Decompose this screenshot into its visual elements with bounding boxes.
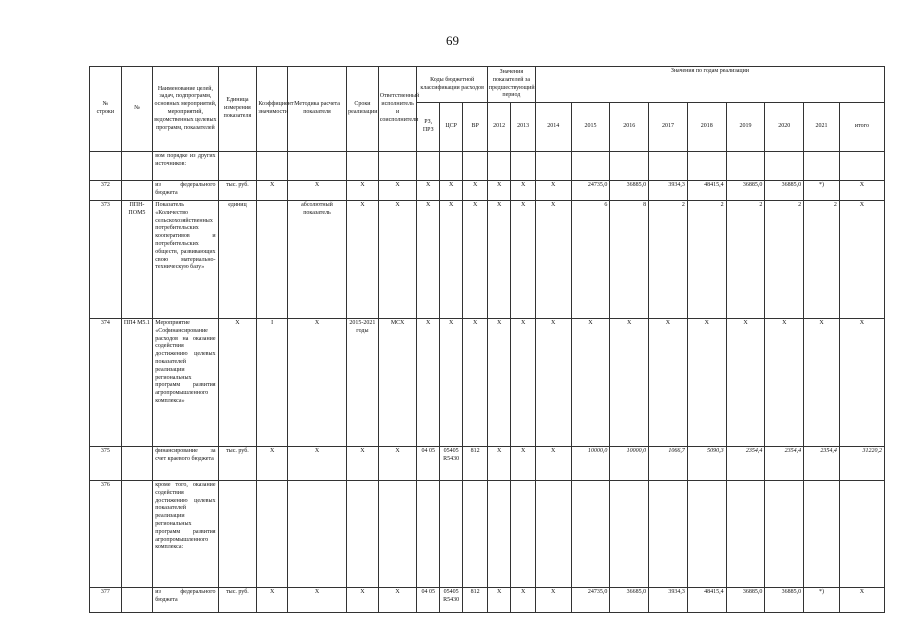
row-2015: 6	[571, 201, 610, 319]
header-total: итого	[839, 103, 884, 152]
header-years-values: Значения по годам реализации	[535, 67, 884, 103]
row-2016: 36885,0	[610, 181, 649, 201]
header-prev-values: Значения показателей за предшествующий период	[487, 67, 535, 103]
row-2017: X	[649, 319, 688, 447]
row-responsible: X	[378, 447, 417, 481]
row-vr: X	[463, 181, 488, 201]
header-2017: 2017	[649, 103, 688, 152]
row-responsible: X	[378, 181, 417, 201]
table-row	[90, 201, 885, 319]
row-2013: X	[511, 447, 536, 481]
row-2013: X	[511, 319, 536, 447]
row-code	[121, 447, 153, 481]
header-2019: 2019	[726, 103, 765, 152]
header-row-top	[90, 67, 885, 103]
row-unit: тыс. руб.	[218, 181, 257, 201]
row-2012: X	[487, 201, 510, 319]
row-2013: X	[511, 588, 536, 613]
row-rz: X	[417, 319, 439, 447]
row-method: X	[287, 319, 346, 447]
row-method: X	[287, 588, 346, 613]
header-csr: ЦСР	[439, 103, 462, 152]
row-2020: 36885,0	[765, 588, 804, 613]
row-csr: 05405 R5430	[439, 588, 462, 613]
row-csr: 05405 R5430	[439, 447, 462, 481]
row-2012: X	[487, 447, 510, 481]
row-unit: единиц	[218, 201, 257, 319]
row-2016: 10000,0	[610, 447, 649, 481]
header-row-no: № строки	[90, 67, 122, 152]
row-method: X	[287, 181, 346, 201]
row-terms: X	[347, 201, 379, 319]
table-row	[90, 447, 885, 481]
header-no: №	[121, 67, 153, 152]
header-coef: Коэффициент значимости	[257, 67, 288, 152]
row-csr: X	[439, 319, 462, 447]
row-2014: X	[535, 588, 571, 613]
row-2018: 2	[687, 201, 726, 319]
row-responsible: X	[378, 201, 417, 319]
row-total: X	[839, 181, 884, 201]
row-2015: 24735,0	[571, 588, 610, 613]
page-number: 69	[446, 33, 459, 48]
row-2021: *)	[804, 181, 840, 201]
row-coef: X	[257, 181, 288, 201]
header-rz: РЗ, ПРЗ	[417, 103, 439, 152]
row-name: Мероприятие «Софинансирование расходов на оказание содействия достижению целевых показателей реализации региональных программ развития агропромышленного комплекса»	[153, 319, 218, 447]
row-2016: 36685,0	[610, 588, 649, 613]
row-total: X	[839, 588, 884, 613]
row-2014: X	[535, 201, 571, 319]
header-2013: 2013	[511, 103, 536, 152]
row-name: кроме того, оказание содействия достижению целевых показателей реализации региональных программ развития агропромышленного комплекса:	[153, 481, 218, 588]
header-budget-codes: Коды бюджетной классификации расходов	[417, 67, 487, 103]
row-2017: 3934,3	[649, 181, 688, 201]
row-unit: тыс. руб.	[218, 588, 257, 613]
table-row	[90, 481, 885, 588]
row-2018: 48415,4	[687, 588, 726, 613]
row-number: 375	[90, 447, 122, 481]
row-2019: 36885,0	[726, 181, 765, 201]
row-2019: 36885,0	[726, 588, 765, 613]
row-number: 373	[90, 201, 122, 319]
row-coef: X	[257, 447, 288, 481]
row-2018: 5090,3	[687, 447, 726, 481]
header-name: Наименование целей, задач, подпрограмм, основных мероприятий, мероприятий, ведомственных целевых программ, показателей	[153, 67, 218, 152]
row-unit: тыс. руб.	[218, 447, 257, 481]
row-rz: X	[417, 181, 439, 201]
header-terms: Сроки реализации	[347, 67, 379, 152]
row-2020: 2354,4	[765, 447, 804, 481]
row-2020: 2	[765, 201, 804, 319]
row-2014: X	[535, 319, 571, 447]
row-number: 372	[90, 181, 122, 201]
header-2018: 2018	[687, 103, 726, 152]
row-number: 376	[90, 481, 122, 588]
row-vr: X	[463, 319, 488, 447]
table-row	[90, 181, 885, 201]
row-vr: 812	[463, 588, 488, 613]
header-2012: 2012	[487, 103, 510, 152]
row-terms: X	[347, 181, 379, 201]
row-name: из федерального бюджета	[153, 588, 218, 613]
row-2013: X	[511, 201, 536, 319]
row-code	[121, 588, 153, 613]
row-unit: X	[218, 319, 257, 447]
header-responsible: Ответственный исполнитель и соисполнители	[378, 67, 417, 152]
row-2018: 48415,4	[687, 181, 726, 201]
row-vr: X	[463, 201, 488, 319]
row-2016: 8	[610, 201, 649, 319]
row-coef: X	[257, 588, 288, 613]
row-code	[121, 181, 153, 201]
row-2012: X	[487, 588, 510, 613]
row-name: финансирование за счет краевого бюджета	[153, 447, 218, 481]
header-2016: 2016	[610, 103, 649, 152]
row-terms: X	[347, 588, 379, 613]
program-indicators-table	[89, 66, 885, 613]
row-2015: 10000,0	[571, 447, 610, 481]
row-method: абсолютный показатель	[287, 201, 346, 319]
row-2019: X	[726, 319, 765, 447]
header-vr: ВР	[463, 103, 488, 152]
header-2020: 2020	[765, 103, 804, 152]
table-row	[90, 319, 885, 447]
row-total: X	[839, 319, 884, 447]
row-terms: 2015-2021 годы	[347, 319, 379, 447]
row-code: ПП4 М5.1	[121, 319, 153, 447]
row-2021: X	[804, 319, 840, 447]
row-2012: X	[487, 181, 510, 201]
row-2018: X	[687, 319, 726, 447]
header-method: Методика расчета показателя	[287, 67, 346, 152]
row-2012: X	[487, 319, 510, 447]
row-responsible: МСХ	[378, 319, 417, 447]
row-name: вом порядке из других источников:	[153, 152, 218, 181]
row-coef	[257, 201, 288, 319]
row-2015: X	[571, 319, 610, 447]
row-name: из федерального бюджета	[153, 181, 218, 201]
row-2020: X	[765, 319, 804, 447]
row-rz: X	[417, 201, 439, 319]
row-2014: X	[535, 447, 571, 481]
table-row	[90, 152, 885, 181]
row-2020: 36885,0	[765, 181, 804, 201]
row-name: Показатель «Количество сельскохозяйственных потребительских кооперативов и потребительских обществ, развивающих свою материально-техническую базу»	[153, 201, 218, 319]
table-row	[90, 588, 885, 613]
row-code: ППН-ПОМ5	[121, 201, 153, 319]
header-2014: 2014	[535, 103, 571, 152]
row-csr: X	[439, 201, 462, 319]
row-2013: X	[511, 181, 536, 201]
row-total: 31220,2	[839, 447, 884, 481]
row-total: X	[839, 201, 884, 319]
header-unit: Единица измерения показателя	[218, 67, 257, 152]
row-2015: 24735,0	[571, 181, 610, 201]
row-2021: 2	[804, 201, 840, 319]
header-2015: 2015	[571, 103, 610, 152]
row-csr: X	[439, 181, 462, 201]
row-responsible: X	[378, 588, 417, 613]
row-method: X	[287, 447, 346, 481]
row-vr: 812	[463, 447, 488, 481]
row-terms: X	[347, 447, 379, 481]
row-2016: X	[610, 319, 649, 447]
row-2019: 2354,4	[726, 447, 765, 481]
row-2017: 2	[649, 201, 688, 319]
row-coef: I	[257, 319, 288, 447]
row-2014: X	[535, 181, 571, 201]
row-2021: *)	[804, 588, 840, 613]
header-2021: 2021	[804, 103, 840, 152]
row-number: 377	[90, 588, 122, 613]
row-2021: 2354,4	[804, 447, 840, 481]
row-2017: 3934,3	[649, 588, 688, 613]
row-rz: 04 05	[417, 447, 439, 481]
row-2019: 2	[726, 201, 765, 319]
row-number: 374	[90, 319, 122, 447]
row-2017: 1066,7	[649, 447, 688, 481]
row-rz: 04 05	[417, 588, 439, 613]
